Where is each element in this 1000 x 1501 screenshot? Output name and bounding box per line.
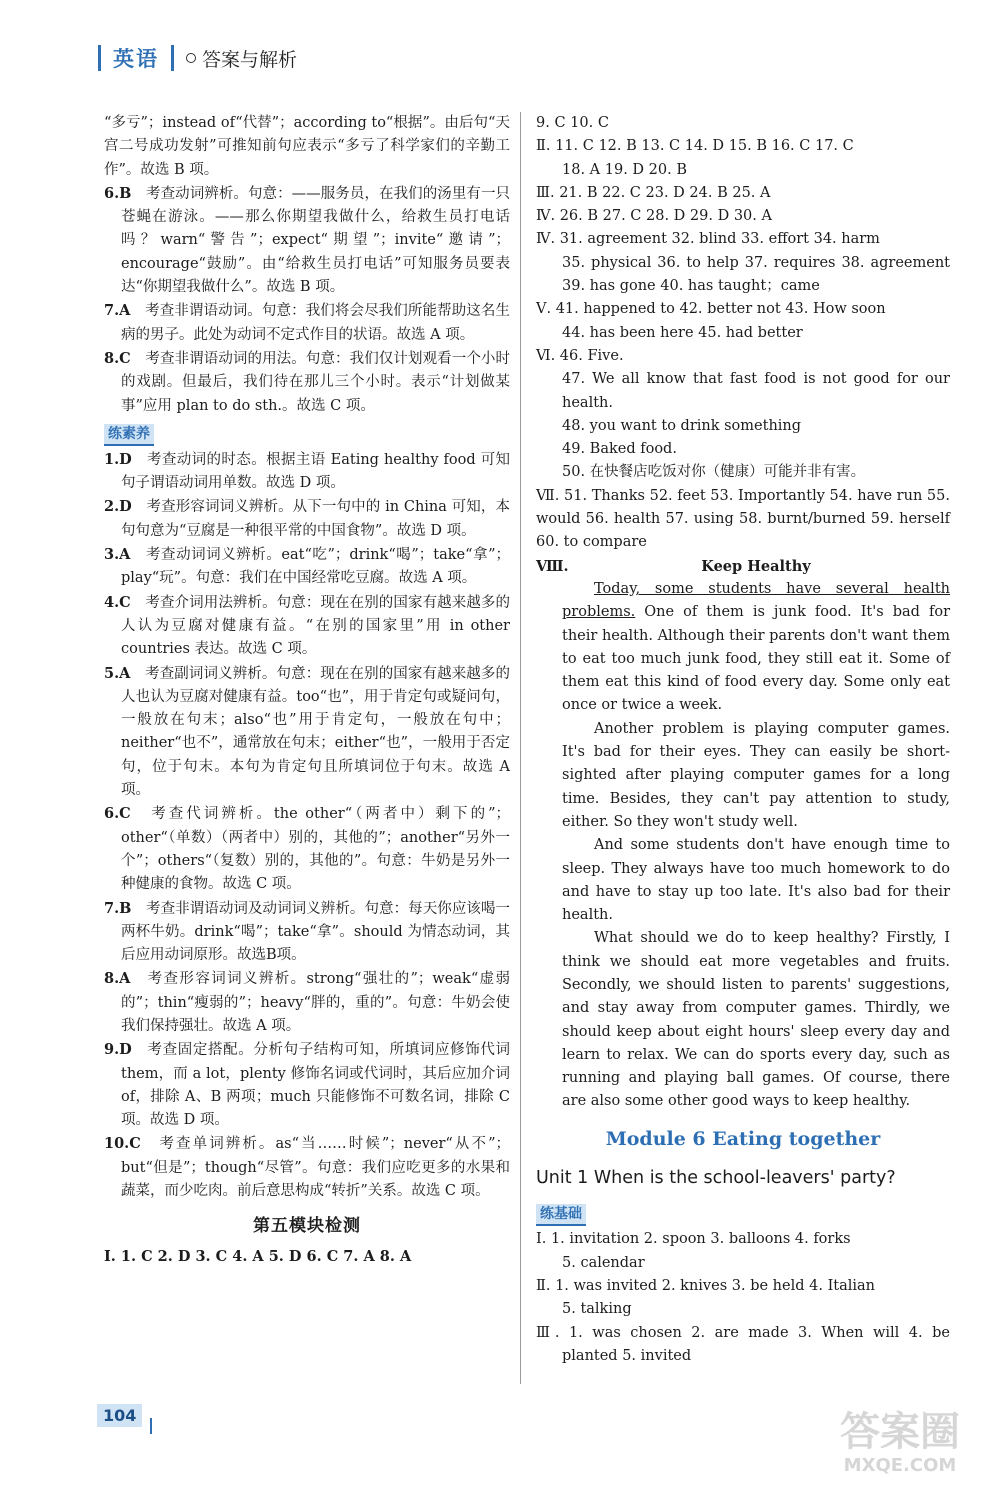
answer-line: 35. physical 36. to help 37. requires 38. agreement 39. has gone 40. has taught；came	[562, 254, 950, 295]
header-bar	[171, 45, 174, 71]
item-number: 8.	[104, 349, 120, 367]
item-explanation: 考查形容词词义辨析。从下一句中的 in China 可知，本句句意为“豆腐是一种很平常的中国食物”。故选 D 项。	[121, 499, 511, 539]
item-number: 7.	[104, 899, 120, 917]
answer-item	[104, 967, 510, 1038]
answer-item	[104, 1132, 510, 1203]
item-number: 4.	[104, 593, 120, 611]
item-answer: A	[119, 664, 131, 682]
header-bar	[98, 45, 101, 71]
item-explanation: 考查动词的时态。根据主语 Eating healthy food 可知句子谓语动词用单数。故选 D 项。	[121, 451, 511, 492]
item-answer: C	[119, 593, 131, 611]
item-number: 3.	[104, 546, 120, 564]
intro-paragraph: “多亏”；instead of“代替”；according to“根据”。由后句“天宫二号成功发射”可推知前句应表示“多亏了科学家们的辛勤工作”。故选 B 项。	[104, 115, 510, 178]
item-explanation: 考查非谓语动词及动词词义辨析。句意：每天你应该喝一两杯牛奶。drink“喝”；take“拿”。should 为情态动词，其后应用动词原形。故选B项。	[121, 900, 511, 964]
answer-line: Ⅲ. 1. was chosen 2. are made 3. When will 4. be planted 5. invited	[536, 1324, 950, 1364]
essay-paragraph: And some students don't have enough time to sleep. They always have too much homework to do and have to stay up too late. It's also bad for their health.	[562, 837, 950, 924]
right-column	[536, 112, 950, 1368]
answer-line: 9. C 10. C	[536, 115, 609, 131]
answer-line: Ⅲ. 21. B 22. C 23. D 24. B 25. A	[536, 184, 771, 201]
section-tag-suyang: 练素养	[104, 424, 154, 446]
answer-line: Ⅴ. 41. happened to 42. better not 43. How soon	[536, 301, 886, 318]
answer-line: Ⅰ. 1. C 2. D 3. C 4. A 5. D 6. C 7. A 8. A	[104, 1247, 412, 1265]
item-explanation: 考查介词用法辨析。句意：现在在别的国家有越来越多的人认为豆腐对健康有益。“在别的国家里”用 in other countries 表达。故选 C 项。	[121, 594, 511, 658]
item-number: 10.	[104, 1135, 130, 1153]
answer-item	[104, 347, 510, 418]
answer-item	[104, 448, 510, 496]
answer-line: Ⅵ. 46. Five.	[536, 347, 624, 364]
item-answer: B	[119, 184, 132, 202]
unit-title: Unit 1 When is the school-leavers' party?	[536, 1168, 896, 1189]
item-answer: A	[119, 970, 131, 988]
essay-text: One of them is junk food. It's bad for their health. Although their parents don't want them to eat too much junk food, they still eat it. Some of them eat this kind of food every day. Some only eat once or twice a week.	[562, 604, 950, 714]
essay-paragraph: What should we do to keep healthy? Firstly, I think we should eat more vegetables and fruits. Secondly, we should listen to parents' suggestions, and stay away from computer games. Thirdly, we should keep about eight hours' sleep every day and learn to relax. We can do sports every day, such as running and playing ball games. Of course, there are also some other good ways to keep healthy.	[562, 930, 950, 1110]
item-answer: D	[119, 1041, 132, 1059]
answer-item	[104, 182, 510, 299]
answer-item	[104, 543, 510, 591]
watermark-text: 答案圈	[840, 1409, 960, 1455]
answer-item	[104, 591, 510, 662]
page-header	[98, 38, 297, 78]
essay-header	[536, 555, 950, 578]
watermark-logo	[820, 1410, 980, 1490]
answer-item	[104, 897, 510, 968]
item-explanation: 考查动词词义辨析。eat“吃”；drink“喝”；take“拿”；play“玩”。句意：我们在中国经常吃豆腐。故选 A 项。	[121, 547, 511, 587]
page-number-rule	[150, 1418, 152, 1434]
section-tag-jichu: 练基础	[536, 1204, 586, 1226]
item-explanation: 考查非谓语动词的用法。句意：我们仅计划观看一个小时的戏剧。但最后，我们待在那儿三个小时。表示“计划做某事”应用 plan to do sth.。故选 C 项。	[121, 350, 511, 414]
item-number: 1.	[104, 450, 120, 468]
essay-paragraph: Another problem is playing computer games. It's bad for their eyes. They can easily be short-sighted after playing computer games for a long time. Besides, they can't pay attention to study, either. So they won't study well.	[562, 720, 950, 830]
header-title: 答案与解析	[202, 48, 298, 71]
essay-label: Ⅷ.	[536, 557, 569, 575]
item-number: 9.	[104, 1041, 120, 1059]
item-number: 7.	[104, 302, 120, 320]
item-number: 6.	[104, 805, 120, 823]
item-number: 8.	[104, 970, 120, 988]
circle-icon	[186, 53, 196, 63]
answer-line: 50. 在快餐店吃饭对你（健康）可能并非有害。	[562, 464, 866, 481]
module-title: Module 6 Eating together	[605, 1127, 881, 1150]
page-number: 104	[97, 1404, 142, 1427]
item-explanation: 考查动词辨析。句意：——服务员，在我们的汤里有一只苍蝇在游泳。——那么你期望我做什么，给救生员打电话吗？warn“警告”；expect“期望”；invite“邀请”；encourage“鼓励”。由“给救生员打电话”可知服务员要表达“你期望我做什么”。故选 B 项。	[121, 185, 511, 296]
answer-line: 44. has been here 45. had better	[562, 324, 803, 341]
answer-line: Ⅳ. 26. B 27. C 28. D 29. D 30. A	[536, 208, 772, 225]
item-explanation: 考查副词词义辨析。句意：现在在别的国家有越来越多的人也认为豆腐对健康有益。too“也”，用于肯定句或疑问句，一般放在句末；also“也”用于肯定句，一般放在句中；neither“也不”，通常放在句末；either“也”，一般用于否定句，位于句末。本句为肯定句且所填词位于句末。故选 A 项。	[121, 665, 511, 799]
item-explanation: 考查形容词词义辨析。strong“强壮的”；weak“虚弱的”；thin“瘦弱的”；heavy“胖的，重的”。句意：牛奶会使我们保持强壮。故选 A 项。	[121, 971, 510, 1034]
answer-item	[104, 802, 510, 896]
answer-line: 5. talking	[562, 1301, 632, 1318]
answer-line: Ⅳ. 31. agreement 32. blind 33. effort 34. harm	[536, 231, 880, 248]
essay-title: Keep Healthy	[701, 557, 811, 575]
item-answer: A	[119, 546, 131, 564]
answer-item	[104, 495, 510, 543]
item-explanation: 考查非谓语动词。句意：我们将会尽我们所能帮助这名生病的男子。此处为动词不定式作目的状语。故选 A 项。	[121, 303, 511, 343]
item-answer: D	[119, 450, 132, 468]
item-number: 5.	[104, 664, 120, 682]
left-column	[104, 112, 510, 1268]
essay-paragraph	[536, 578, 950, 718]
answer-line: 18. A 19. D 20. B	[562, 161, 687, 178]
answer-line: Ⅱ. 1. was invited 2. knives 3. be held 4. Italian	[536, 1277, 876, 1294]
essay-first-sentence: Today, some students have several health problems.	[562, 580, 950, 621]
watermark-url: MXQE.COM	[843, 1455, 957, 1476]
answer-line: Ⅶ. 51. Thanks 52. feet 53. Importantly 54. have run 55. would 56. health 57. using 58. burnt/burned 59. herself 60. to compare	[536, 487, 950, 551]
item-number: 2.	[104, 498, 120, 516]
item-answer: C	[119, 805, 131, 823]
item-explanation: 考查单词辨析。as“当……时候”；never“从不”；but“但是”；though“尽管”。句意：我们应吃更多的水果和蔬菜，而少吃肉。前后意思构成“转折”关系。故选 C 项。	[121, 1136, 510, 1200]
column-divider	[520, 112, 521, 1384]
answer-line: Ⅱ. 11. C 12. B 13. C 14. D 15. B 16. C 17. C	[536, 138, 854, 155]
section-title: 第五模块检测	[253, 1216, 361, 1237]
item-number: 6.	[104, 184, 120, 202]
answer-line: 47. We all know that fast food is not good for our health.	[562, 371, 950, 411]
answer-line: Ⅰ. 1. invitation 2. spoon 3. balloons 4. forks	[536, 1231, 851, 1248]
item-explanation: 考查固定搭配。分析句子结构可知，所填词应修饰代词 them，而 a lot，plenty 修饰名词或代词时，其后应加介词 of，排除 A、B 两项；much 只能修饰不可数名词，排除 C 项。故选 D 项。	[121, 1042, 511, 1129]
subject-label: 英语	[113, 47, 159, 71]
answer-line: 48. you want to drink something	[562, 417, 802, 434]
answer-item	[104, 662, 510, 803]
item-answer: A	[119, 302, 131, 320]
item-answer: C	[129, 1135, 141, 1153]
answer-item	[104, 299, 510, 347]
item-answer: D	[119, 498, 132, 516]
answer-line: 49. Baked food.	[562, 441, 677, 458]
item-explanation: 考查代词辨析。the other“（两者中）剩下的”；other“（单数）（两者中）别的，其他的”；another“另外一个”；others“（复数）别的，其他的”。句意：牛奶是另外一种健康的食物。故选 C 项。	[121, 806, 511, 893]
answer-item	[104, 1038, 510, 1132]
item-answer: B	[119, 899, 132, 917]
answer-line: 5. calendar	[562, 1254, 645, 1271]
item-answer: C	[119, 349, 131, 367]
